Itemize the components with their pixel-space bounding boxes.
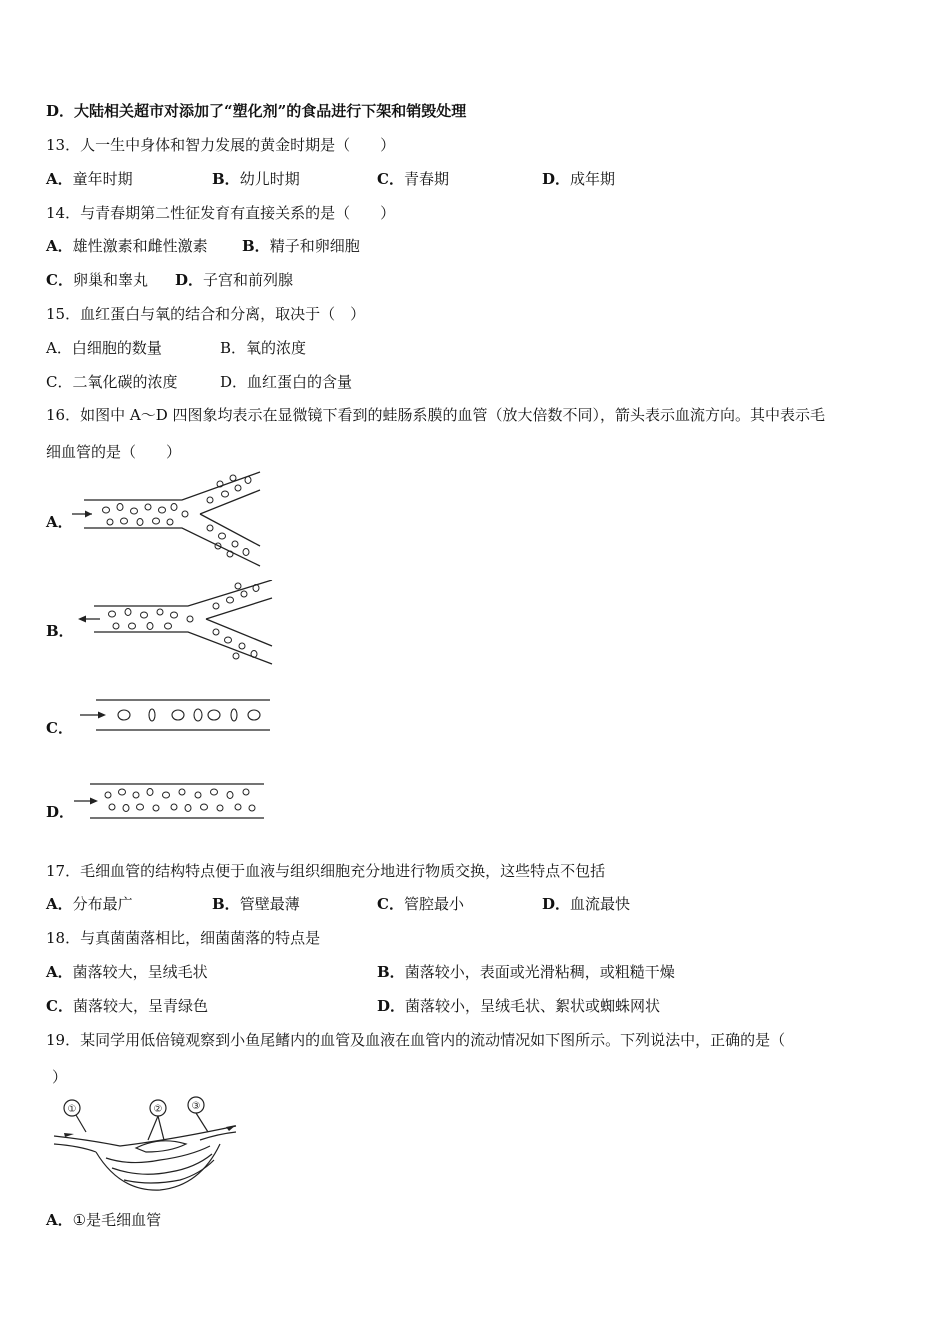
- q18-option-a[interactable]: A．菌落较大，呈绒毛状: [46, 963, 208, 981]
- q13-stem: 13．人一生中身体和智力发展的黄金时期是（ ）: [46, 136, 396, 154]
- q16-figure-a: [70, 470, 270, 570]
- q16-stem-line1: 16．如图中 A～D 四图象均表示在显微镜下看到的蛙肠系膜的血管（放大倍数不同），箭头表示血流方向。其中表示毛: [46, 406, 825, 424]
- q16-option-d-label[interactable]: D．: [46, 803, 75, 821]
- q14-option-a[interactable]: A．雄性激素和雌性激素: [46, 237, 208, 255]
- q17-option-a[interactable]: A．分布最广: [46, 895, 133, 913]
- converging-vessel-diagram-b: [70, 580, 280, 670]
- branching-vessel-diagram-a: [70, 470, 270, 570]
- q17-stem: 17．毛细血管的结构特点便于血液与组织细胞充分地进行物质交换，这些特点不包括: [46, 862, 606, 880]
- q15-option-b[interactable]: B．氧的浓度: [220, 339, 307, 357]
- q14-option-c[interactable]: C．卵巢和睾丸: [46, 271, 148, 289]
- q18-option-c[interactable]: C．菌落较大，呈青绿色: [46, 997, 208, 1015]
- q18-option-d[interactable]: D．菌落较小，呈绒毛状、絮状或蜘蛛网状: [377, 997, 661, 1015]
- q16-option-b-label[interactable]: B．: [46, 622, 74, 640]
- q13-option-c[interactable]: C．青春期: [377, 170, 449, 188]
- q17-option-b[interactable]: B．管壁最薄: [212, 895, 300, 913]
- q16-figure-d: [70, 780, 270, 825]
- q19-option-a[interactable]: A．①是毛细血管: [46, 1211, 162, 1229]
- q18-option-b[interactable]: B．菌落较小，表面或光滑粘稠，或粗糙干燥: [377, 963, 675, 981]
- q16-option-c-label[interactable]: C．: [46, 719, 73, 737]
- q19-stem-line2: ）: [52, 1068, 68, 1086]
- q16-stem-line2: 细血管的是（ ）: [46, 443, 182, 461]
- fish-tail-vessel-diagram: [50, 1096, 240, 1196]
- q13-option-b[interactable]: B．幼儿时期: [212, 170, 300, 188]
- q12-option-d: D．大陆相关超市对添加了“塑化剂”的食品进行下架和销毁处理: [46, 102, 467, 120]
- q14-option-d[interactable]: D．子宫和前列腺: [175, 271, 294, 289]
- q14-option-b[interactable]: B．精子和卵细胞: [242, 237, 360, 255]
- q17-option-d[interactable]: D．血流最快: [542, 895, 631, 913]
- q15-option-a[interactable]: A．白细胞的数量: [46, 339, 162, 357]
- q16-figure-c: [76, 696, 276, 736]
- multi-cell-vessel-diagram-d: [70, 780, 270, 825]
- q16-figure-b: [70, 580, 280, 670]
- q19-figure-fish-tail-vessels: [50, 1096, 240, 1196]
- single-file-vessel-diagram-c: [76, 696, 276, 736]
- q19-stem-line1: 19．某同学用低倍镜观察到小鱼尾鳍内的血管及血液在血管内的流动情况如下图所示。下列说法中，正确的是（: [46, 1031, 786, 1049]
- q15-option-d[interactable]: D．血红蛋白的含量: [220, 373, 353, 391]
- fig-label-1: ①: [67, 1104, 77, 1115]
- q18-stem: 18．与真菌菌落相比，细菌菌落的特点是: [46, 929, 321, 947]
- q15-option-c[interactable]: C．二氧化碳的浓度: [46, 373, 178, 391]
- fig-label-2: ②: [153, 1104, 163, 1115]
- q14-stem: 14．与青春期第二性征发育有直接关系的是（ ）: [46, 204, 396, 222]
- fig-label-3: ③: [191, 1101, 201, 1112]
- q16-option-a-label[interactable]: A．: [46, 513, 73, 531]
- q13-option-a[interactable]: A．童年时期: [46, 170, 133, 188]
- q13-option-d[interactable]: D．成年期: [542, 170, 616, 188]
- q15-stem: 15．血红蛋白与氧的结合和分离，取决于（ ）: [46, 305, 366, 323]
- q17-option-c[interactable]: C．管腔最小: [377, 895, 464, 913]
